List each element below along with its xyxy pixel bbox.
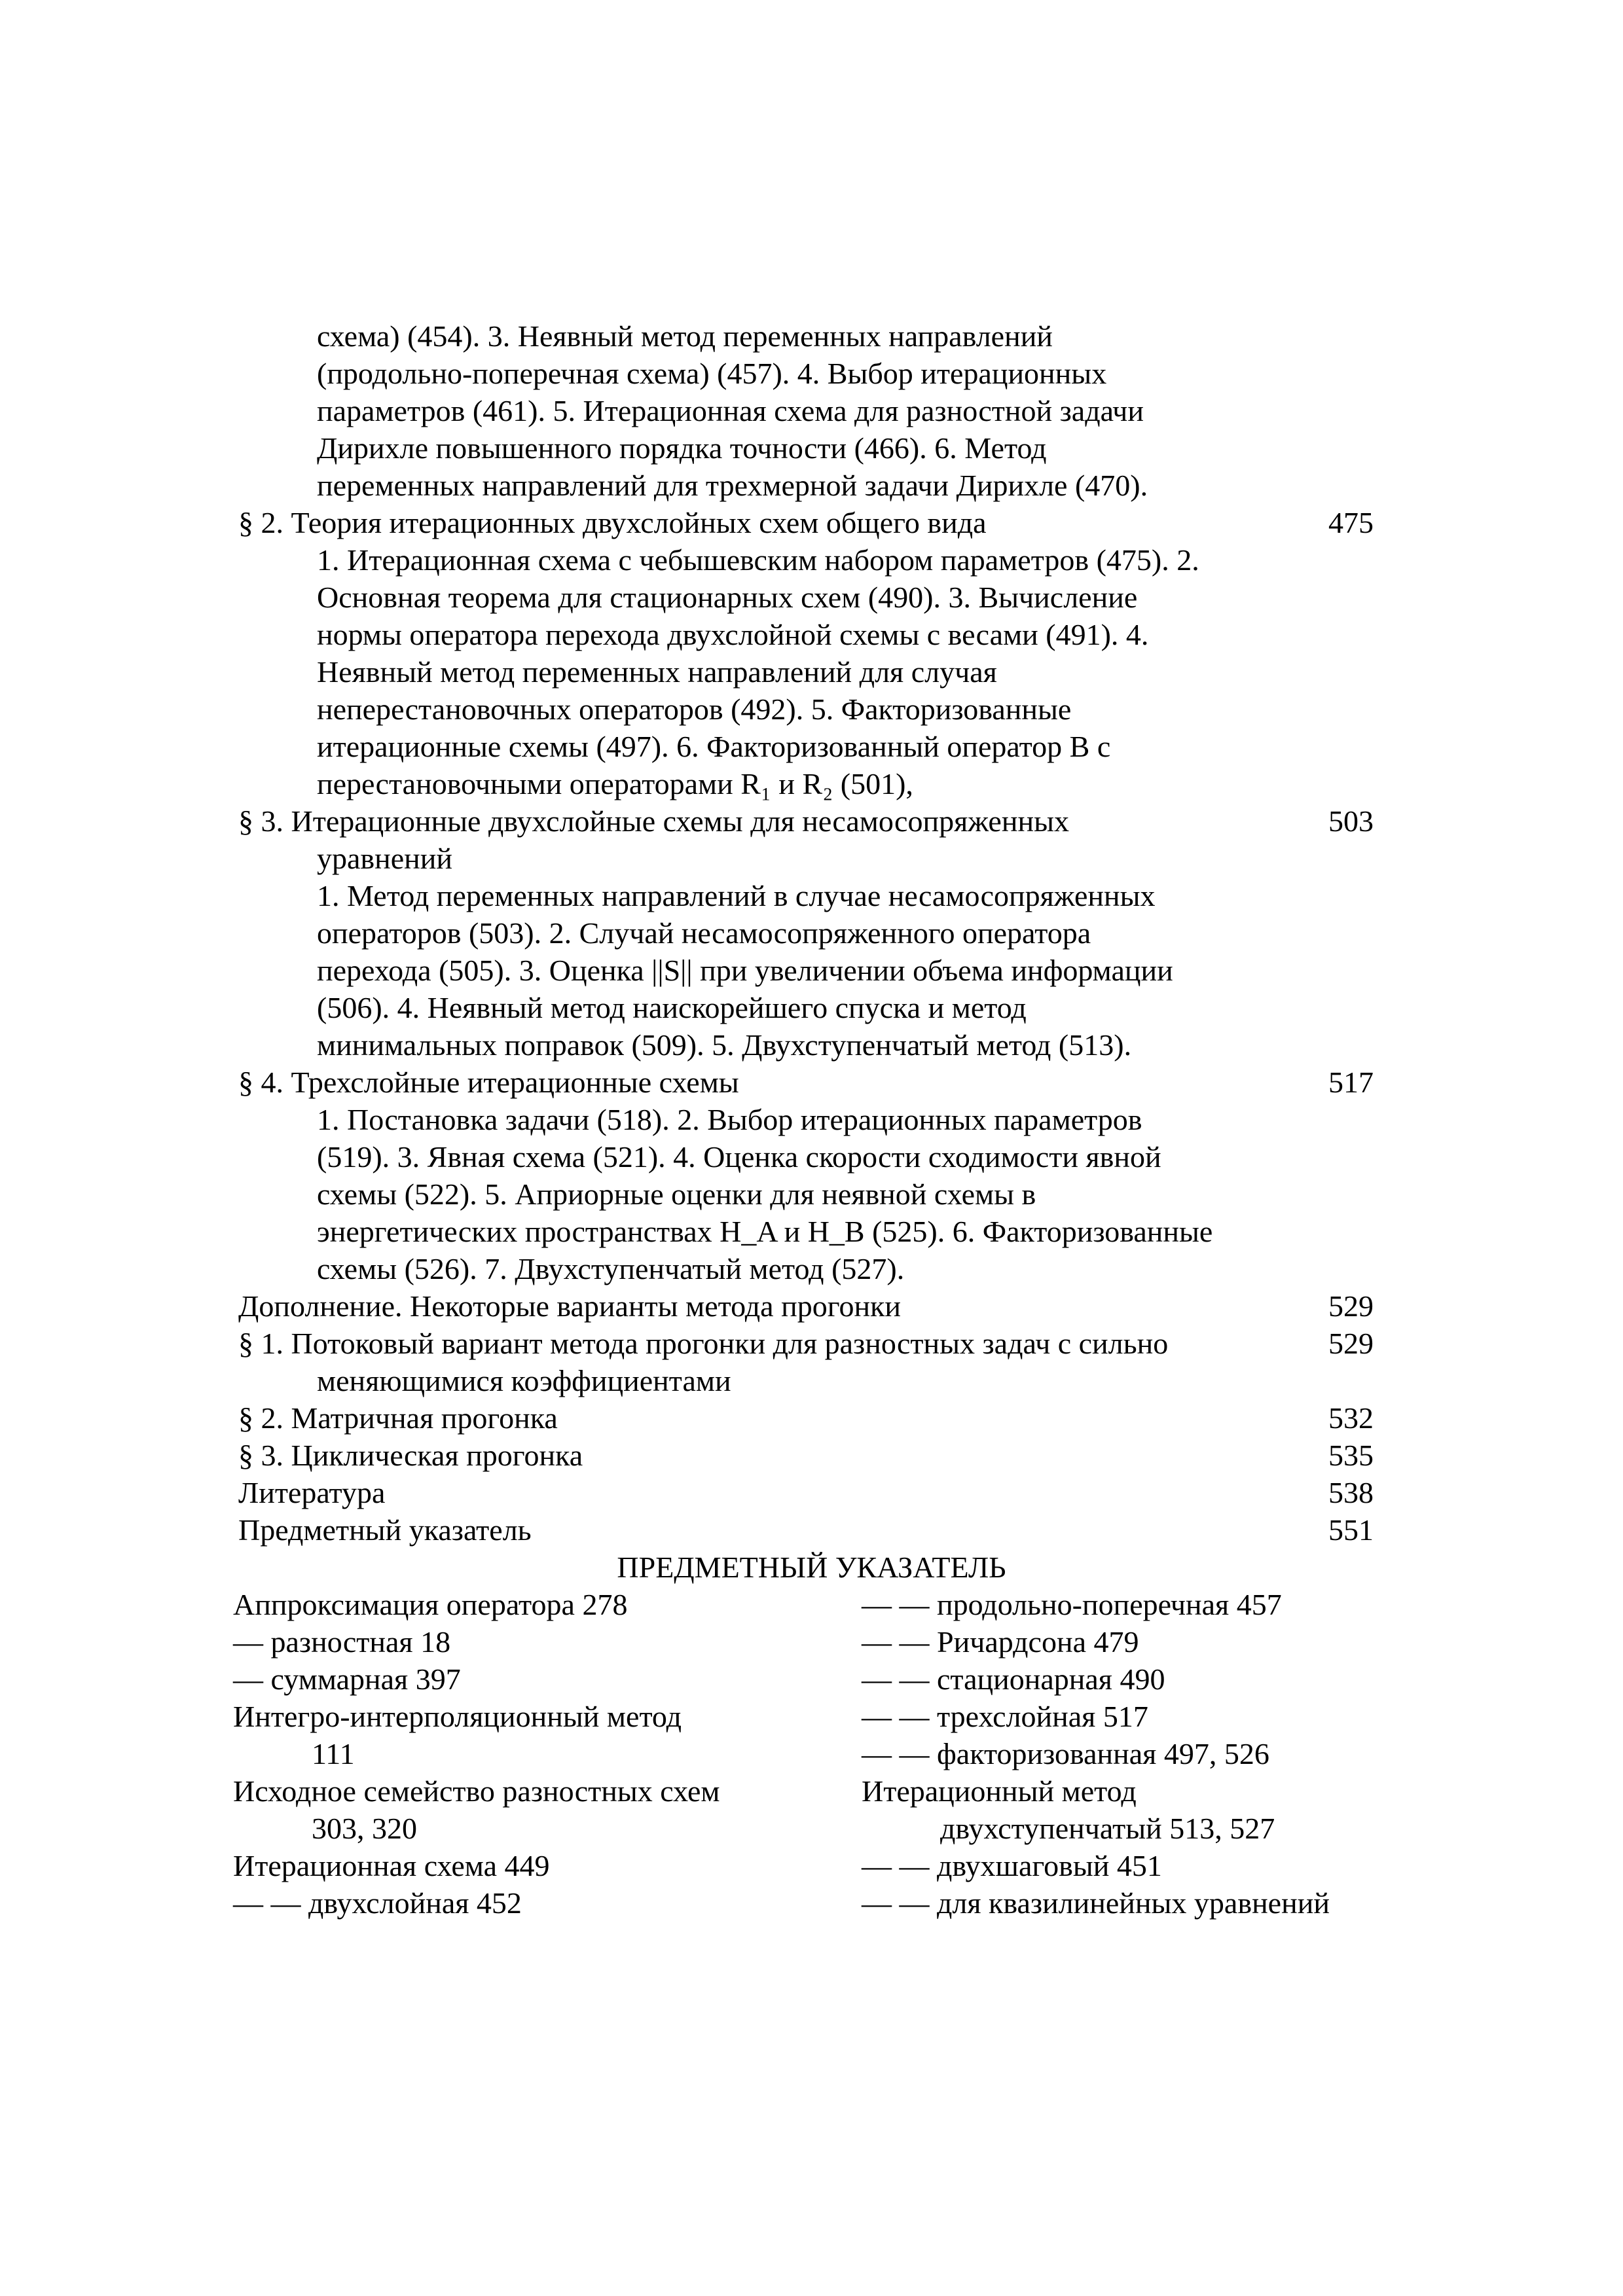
toc-line: параметров (461). 5. Итерационная схема для разностной задачи bbox=[317, 394, 1144, 427]
toc-line: (519). 3. Явная схема (521). 4. Оценка скорости сходимости явной bbox=[317, 1140, 1161, 1174]
toc-page-number: 538 bbox=[1328, 1476, 1374, 1509]
toc-section-title-cont: меняющимися коэффициентами bbox=[317, 1364, 731, 1397]
index-entry-cont: 303, 320 bbox=[312, 1812, 417, 1845]
toc-line: (продольно-поперечная схема) (457). 4. Выбор итерационных bbox=[317, 357, 1107, 390]
toc-entry-literature: Литература bbox=[238, 1476, 386, 1509]
toc-section-title: § 3. Итерационные двухслойные схемы для несамосопряженных bbox=[238, 804, 1069, 838]
toc-line: нормы оператора перехода двухслойной схемы с весами (491). 4. bbox=[317, 618, 1149, 651]
toc-line: переменных направлений для трехмерной задачи Дирихле (470). bbox=[317, 469, 1148, 502]
index-entry: — — Ричардсона 479 bbox=[862, 1625, 1139, 1659]
toc-section-title: § 2. Теория итерационных двухслойных схем общего вида bbox=[238, 506, 987, 539]
index-entry: Аппроксимация оператора 278 bbox=[233, 1588, 628, 1621]
toc-page-number: 532 bbox=[1328, 1401, 1374, 1435]
toc-section-title: § 1. Потоковый вариант метода прогонки для разностных задач с сильно bbox=[238, 1327, 1169, 1360]
index-heading: ПРЕДМЕТНЫЙ УКАЗАТЕЛЬ bbox=[617, 1551, 1006, 1584]
toc-page-number: 517 bbox=[1328, 1066, 1374, 1099]
toc-page-number: 551 bbox=[1328, 1513, 1374, 1547]
toc-line: Дирихле повышенного порядка точности (466). 6. Метод bbox=[317, 431, 1047, 465]
index-entry-cont: двухступенчатый 513, 527 bbox=[940, 1812, 1275, 1845]
index-entry: Интегро-интерполяционный метод bbox=[233, 1700, 682, 1733]
index-entry: Исходное семейство разностных схем bbox=[233, 1774, 720, 1808]
index-entry: Итерационная схема 449 bbox=[233, 1849, 550, 1882]
index-entry: — суммарная 397 bbox=[233, 1662, 461, 1696]
toc-line: минимальных поправок (509). 5. Двухступенчатый метод (513). bbox=[317, 1028, 1132, 1062]
index-entry: — разностная 18 bbox=[233, 1625, 451, 1659]
toc-section-title: § 3. Циклическая прогонка bbox=[238, 1439, 583, 1472]
index-entry: — — факторизованная 497, 526 bbox=[862, 1737, 1269, 1770]
toc-line: схема) (454). 3. Неявный метод переменных направлений bbox=[317, 319, 1053, 353]
toc-section-title: § 2. Матричная прогонка bbox=[238, 1401, 558, 1435]
toc-line: 1. Метод переменных направлений в случае несамосопряженных bbox=[317, 879, 1156, 912]
index-entry: — — двухслойная 452 bbox=[233, 1886, 522, 1920]
toc-page-number: 535 bbox=[1328, 1439, 1374, 1472]
toc-page-number: 529 bbox=[1328, 1289, 1374, 1323]
toc-line: (506). 4. Неявный метод наискорейшего спуска и метод bbox=[317, 991, 1027, 1024]
toc-line: перестановочными операторами R₁ и R₂ (501), bbox=[317, 767, 913, 800]
toc-line: итерационные схемы (497). 6. Факторизованный оператор B с bbox=[317, 730, 1111, 763]
toc-line: Неявный метод переменных направлений для случая bbox=[317, 655, 997, 689]
toc-line: схемы (522). 5. Априорные оценки для неявной схемы в bbox=[317, 1177, 1036, 1211]
toc-page-number: 503 bbox=[1328, 804, 1374, 838]
toc-section-title-cont: уравнений bbox=[317, 842, 453, 875]
index-entry-cont: 111 bbox=[312, 1737, 355, 1770]
index-entry: Итерационный метод bbox=[862, 1774, 1137, 1808]
toc-entry-index: Предметный указатель bbox=[238, 1513, 532, 1547]
index-entry: — — двухшаговый 451 bbox=[862, 1849, 1162, 1882]
toc-line: схемы (526). 7. Двухступенчатый метод (527). bbox=[317, 1252, 905, 1285]
index-entry: — — для квазилинейных уравнений bbox=[862, 1886, 1330, 1920]
toc-page-number: 529 bbox=[1328, 1327, 1374, 1360]
toc-section-title: § 4. Трехслойные итерационные схемы bbox=[238, 1066, 739, 1099]
toc-line: перехода (505). 3. Оценка ||S|| при увеличении объема информации bbox=[317, 954, 1173, 987]
toc-line: энергетических пространствах H_A и H_B (525). 6. Факторизованные bbox=[317, 1215, 1213, 1248]
toc-line: 1. Итерационная схема с чебышевским набором параметров (475). 2. bbox=[317, 543, 1199, 577]
index-entry: — — продольно-поперечная 457 bbox=[862, 1588, 1282, 1621]
toc-appendix-title: Дополнение. Некоторые варианты метода прогонки bbox=[238, 1289, 902, 1323]
toc-page-number: 475 bbox=[1328, 506, 1374, 539]
toc-line: неперестановочных операторов (492). 5. Факторизованные bbox=[317, 692, 1072, 726]
toc-line: Основная теорема для стационарных схем (490). 3. Вычисление bbox=[317, 581, 1138, 614]
index-entry: — — трехслойная 517 bbox=[862, 1700, 1148, 1733]
toc-line: операторов (503). 2. Случай несамосопряженного оператора bbox=[317, 916, 1091, 950]
toc-line: 1. Постановка задачи (518). 2. Выбор итерационных параметров bbox=[317, 1103, 1142, 1136]
index-entry: — — стационарная 490 bbox=[862, 1662, 1165, 1696]
